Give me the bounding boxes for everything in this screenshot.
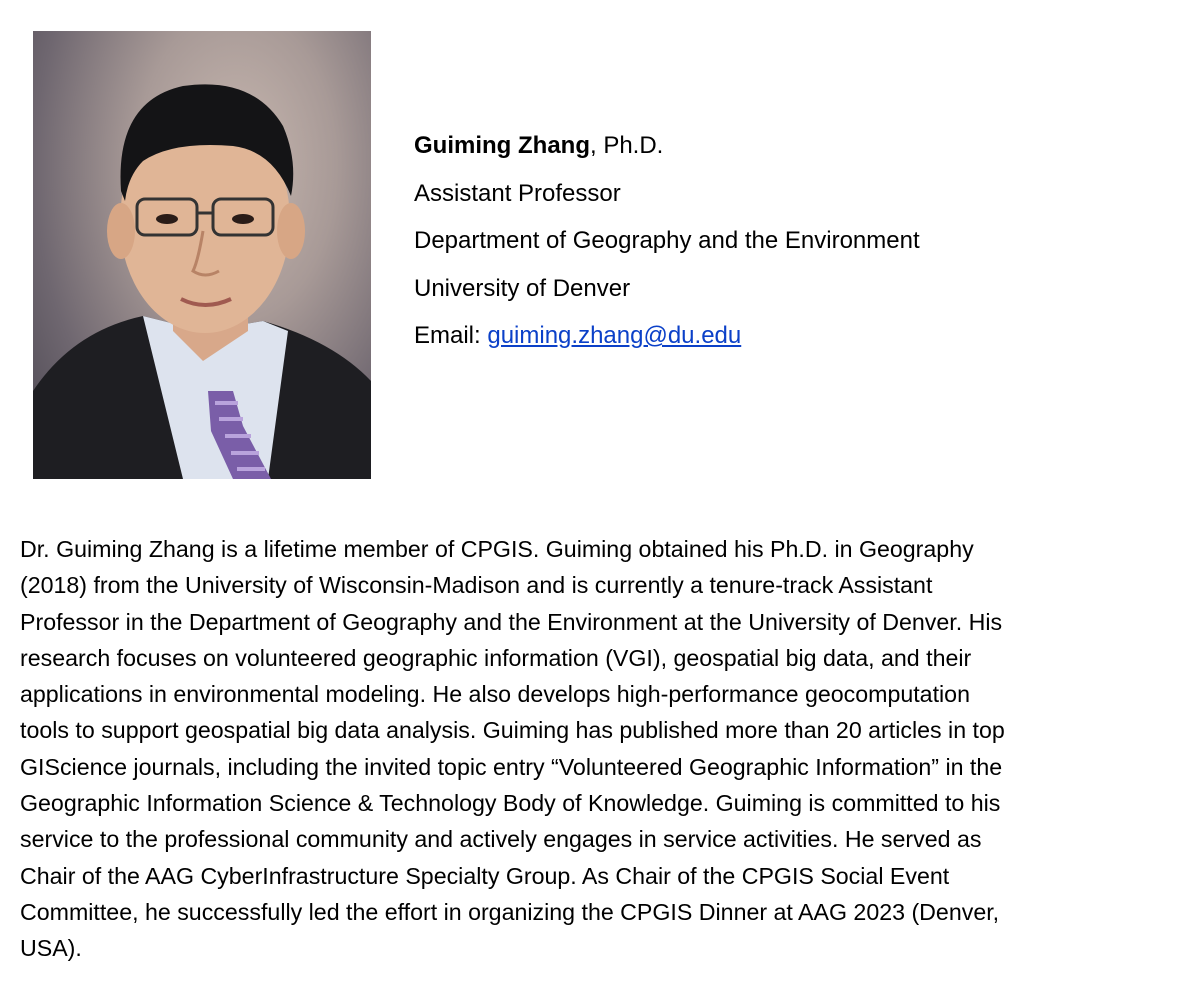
profile-university: University of Denver [414, 274, 631, 302]
bio-line: research focuses on volunteered geographic information (VGI), geospatial big data, and their [20, 644, 972, 671]
bio-line: Geographic Information Science & Technology Body of Knowledge. Guiming is committed to his [20, 790, 1001, 817]
bio-line: tools to support geospatial big data analysis. Guiming has published more than 20 articles in top [20, 717, 1005, 744]
profile-name-line [414, 122, 920, 170]
profile-photo [33, 31, 371, 479]
bio-line: Chair of the AAG CyberInfrastructure Specialty Group. As Chair of the CPGIS Social Event [20, 862, 950, 889]
bio-line: GIScience journals, including the invited topic entry “Volunteered Geographic Information” in the [20, 753, 1003, 780]
profile-email-line [414, 312, 920, 360]
profile-name: Guiming Zhang [414, 132, 590, 159]
profile-title: Assistant Professor [414, 179, 621, 207]
bio-line: Committee, he successfully led the effort in organizing the CPGIS Dinner at AAG 2023 (Denver, [20, 898, 1000, 925]
biography [20, 531, 1185, 967]
bio-line: service to the professional community and actively engages in service activities. He served as [20, 826, 982, 853]
profile-info [414, 122, 920, 360]
bio-line: (2018) from the University of Wisconsin-Madison and is currently a tenure-track Assistant [20, 572, 933, 599]
email-label: Email: [414, 322, 488, 349]
profile-degree: , Ph.D. [589, 132, 664, 159]
bio-line: applications in environmental modeling. He also develops high-performance geocomputation [20, 681, 970, 708]
email-link[interactable]: guiming.zhang@du.edu [487, 322, 742, 349]
bio-line: USA). [20, 935, 82, 962]
bio-line: Professor in the Department of Geography and the Environment at the University of Denver. His [20, 608, 1003, 635]
bio-line: Dr. Guiming Zhang is a lifetime member of CPGIS. Guiming obtained his Ph.D. in Geography [20, 536, 974, 562]
profile-department: Department of Geography and the Environment [414, 227, 920, 254]
